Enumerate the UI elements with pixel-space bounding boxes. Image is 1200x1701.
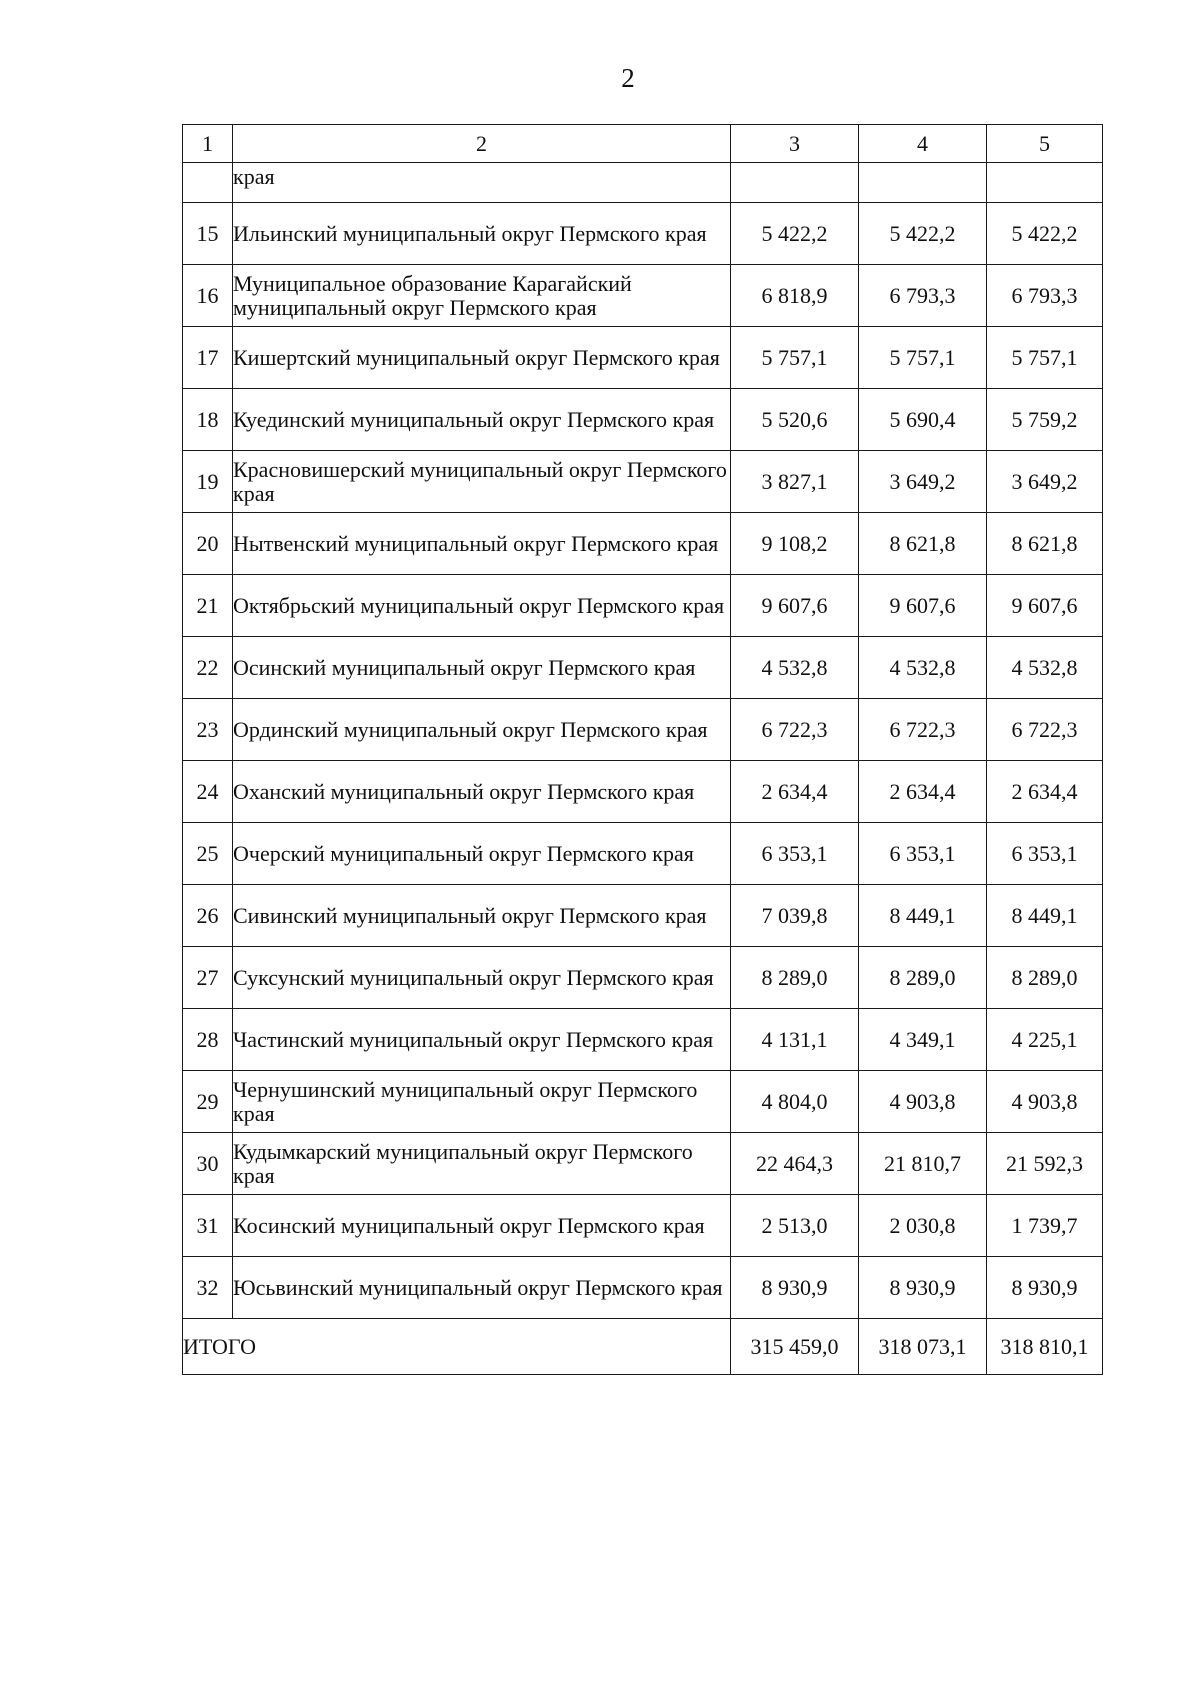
value-col3-cell: 5 520,6 xyxy=(731,389,859,451)
value-col4-cell: 2 634,4 xyxy=(859,761,987,823)
value-col4-cell: 5 422,2 xyxy=(859,203,987,265)
value-col4-cell: 8 621,8 xyxy=(859,513,987,575)
continuation-name-cell: края xyxy=(233,163,731,203)
municipality-name-cell: Юсьвинский муниципальный округ Пермского края xyxy=(233,1257,731,1319)
municipality-name-cell: Ильинский муниципальный округ Пермского края xyxy=(233,203,731,265)
value-col4-cell: 3 649,2 xyxy=(859,451,987,513)
continuation-value-cell xyxy=(731,163,859,203)
value-col5-cell: 4 903,8 xyxy=(987,1071,1103,1133)
municipality-name-cell: Оханский муниципальный округ Пермского края xyxy=(233,761,731,823)
row-number-cell: 17 xyxy=(183,327,233,389)
value-col5-cell: 9 607,6 xyxy=(987,575,1103,637)
row-number-cell: 15 xyxy=(183,203,233,265)
municipality-name-cell: Сивинский муниципальный округ Пермского края xyxy=(233,885,731,947)
table-row xyxy=(183,327,1103,389)
table-row xyxy=(183,1133,1103,1195)
row-number-cell: 26 xyxy=(183,885,233,947)
table-row xyxy=(183,1071,1103,1133)
value-col4-cell: 5 757,1 xyxy=(859,327,987,389)
table-row xyxy=(183,389,1103,451)
value-col4-cell: 2 030,8 xyxy=(859,1195,987,1257)
header-cell-2: 2 xyxy=(233,125,731,163)
row-number-cell: 18 xyxy=(183,389,233,451)
table-row xyxy=(183,265,1103,327)
value-col3-cell: 2 513,0 xyxy=(731,1195,859,1257)
total-col5-cell: 318 810,1 xyxy=(987,1319,1103,1375)
value-col4-cell: 8 930,9 xyxy=(859,1257,987,1319)
header-cell-5: 5 xyxy=(987,125,1103,163)
value-col3-cell: 6 818,9 xyxy=(731,265,859,327)
value-col5-cell: 4 532,8 xyxy=(987,637,1103,699)
value-col3-cell: 4 804,0 xyxy=(731,1071,859,1133)
row-number-cell: 19 xyxy=(183,451,233,513)
value-col3-cell: 7 039,8 xyxy=(731,885,859,947)
row-number-cell: 32 xyxy=(183,1257,233,1319)
total-col4-cell: 318 073,1 xyxy=(859,1319,987,1375)
table-row xyxy=(183,451,1103,513)
municipality-name-cell: Косинский муниципальный округ Пермского края xyxy=(233,1195,731,1257)
municipality-name-cell: Суксунский муниципальный округ Пермского края xyxy=(233,947,731,1009)
value-col5-cell: 21 592,3 xyxy=(987,1133,1103,1195)
row-number-cell: 20 xyxy=(183,513,233,575)
value-col3-cell: 22 464,3 xyxy=(731,1133,859,1195)
table-row xyxy=(183,1195,1103,1257)
row-number-cell: 27 xyxy=(183,947,233,1009)
municipality-name-cell: Чернушинский муниципальный округ Пермского края xyxy=(233,1071,731,1133)
value-col3-cell: 2 634,4 xyxy=(731,761,859,823)
table-row xyxy=(183,203,1103,265)
continuation-num-cell xyxy=(183,163,233,203)
value-col4-cell: 8 449,1 xyxy=(859,885,987,947)
value-col4-cell: 21 810,7 xyxy=(859,1133,987,1195)
value-col3-cell: 8 289,0 xyxy=(731,947,859,1009)
table-row xyxy=(183,637,1103,699)
table-row xyxy=(183,513,1103,575)
header-cell-1: 1 xyxy=(183,125,233,163)
value-col3-cell: 6 722,3 xyxy=(731,699,859,761)
value-col5-cell: 4 225,1 xyxy=(987,1009,1103,1071)
row-number-cell: 16 xyxy=(183,265,233,327)
municipality-name-cell: Ординский муниципальный округ Пермского края xyxy=(233,699,731,761)
table-row xyxy=(183,1257,1103,1319)
value-col5-cell: 5 422,2 xyxy=(987,203,1103,265)
value-col3-cell: 4 131,1 xyxy=(731,1009,859,1071)
municipality-name-cell: Кишертский муниципальный округ Пермского края xyxy=(233,327,731,389)
value-col3-cell: 9 607,6 xyxy=(731,575,859,637)
table-header-row xyxy=(183,125,1103,163)
municipality-name-cell: Красновишерский муниципальный округ Пермского края xyxy=(233,451,731,513)
value-col4-cell: 4 349,1 xyxy=(859,1009,987,1071)
table-row xyxy=(183,699,1103,761)
total-label: ИТОГО xyxy=(183,1319,731,1375)
value-col3-cell: 5 422,2 xyxy=(731,203,859,265)
municipality-name-cell: Очерский муниципальный округ Пермского края xyxy=(233,823,731,885)
budget-table xyxy=(182,124,1103,1375)
value-col4-cell: 9 607,6 xyxy=(859,575,987,637)
value-col5-cell: 8 930,9 xyxy=(987,1257,1103,1319)
value-col5-cell: 5 757,1 xyxy=(987,327,1103,389)
value-col5-cell: 1 739,7 xyxy=(987,1195,1103,1257)
header-cell-4: 4 xyxy=(859,125,987,163)
value-col3-cell: 4 532,8 xyxy=(731,637,859,699)
row-number-cell: 28 xyxy=(183,1009,233,1071)
value-col5-cell: 6 722,3 xyxy=(987,699,1103,761)
municipality-name-cell: Частинский муниципальный округ Пермского края xyxy=(233,1009,731,1071)
municipality-name-cell: Муниципальное образование Карагайский муниципальный округ Пермского края xyxy=(233,265,731,327)
value-col5-cell: 3 649,2 xyxy=(987,451,1103,513)
table-row xyxy=(183,823,1103,885)
value-col5-cell: 6 353,1 xyxy=(987,823,1103,885)
value-col5-cell: 8 449,1 xyxy=(987,885,1103,947)
value-col4-cell: 8 289,0 xyxy=(859,947,987,1009)
value-col4-cell: 4 532,8 xyxy=(859,637,987,699)
table-row xyxy=(183,575,1103,637)
municipality-name-cell: Кудымкарский муниципальный округ Пермского края xyxy=(233,1133,731,1195)
table-row xyxy=(183,947,1103,1009)
value-col4-cell: 6 793,3 xyxy=(859,265,987,327)
table-row xyxy=(183,761,1103,823)
value-col4-cell: 6 353,1 xyxy=(859,823,987,885)
value-col5-cell: 2 634,4 xyxy=(987,761,1103,823)
row-number-cell: 22 xyxy=(183,637,233,699)
value-col3-cell: 9 108,2 xyxy=(731,513,859,575)
value-col5-cell: 5 759,2 xyxy=(987,389,1103,451)
value-col4-cell: 4 903,8 xyxy=(859,1071,987,1133)
continuation-row xyxy=(183,163,1103,203)
municipality-name-cell: Осинский муниципальный округ Пермского края xyxy=(233,637,731,699)
row-number-cell: 24 xyxy=(183,761,233,823)
value-col3-cell: 8 930,9 xyxy=(731,1257,859,1319)
total-col3-cell: 315 459,0 xyxy=(731,1319,859,1375)
table-row xyxy=(183,1009,1103,1071)
page-number: 2 xyxy=(621,63,635,93)
value-col5-cell: 6 793,3 xyxy=(987,265,1103,327)
value-col3-cell: 6 353,1 xyxy=(731,823,859,885)
total-row xyxy=(183,1319,1103,1375)
value-col4-cell: 6 722,3 xyxy=(859,699,987,761)
header-cell-3: 3 xyxy=(731,125,859,163)
municipality-name-cell: Куединский муниципальный округ Пермского края xyxy=(233,389,731,451)
continuation-value-cell xyxy=(859,163,987,203)
municipality-name-cell: Нытвенский муниципальный округ Пермского края xyxy=(233,513,731,575)
row-number-cell: 30 xyxy=(183,1133,233,1195)
row-number-cell: 29 xyxy=(183,1071,233,1133)
value-col5-cell: 8 289,0 xyxy=(987,947,1103,1009)
table-row xyxy=(183,885,1103,947)
row-number-cell: 25 xyxy=(183,823,233,885)
row-number-cell: 23 xyxy=(183,699,233,761)
value-col5-cell: 8 621,8 xyxy=(987,513,1103,575)
municipality-name-cell: Октябрьский муниципальный округ Пермского края xyxy=(233,575,731,637)
value-col3-cell: 3 827,1 xyxy=(731,451,859,513)
value-col4-cell: 5 690,4 xyxy=(859,389,987,451)
value-col3-cell: 5 757,1 xyxy=(731,327,859,389)
row-number-cell: 21 xyxy=(183,575,233,637)
continuation-value-cell xyxy=(987,163,1103,203)
row-number-cell: 31 xyxy=(183,1195,233,1257)
